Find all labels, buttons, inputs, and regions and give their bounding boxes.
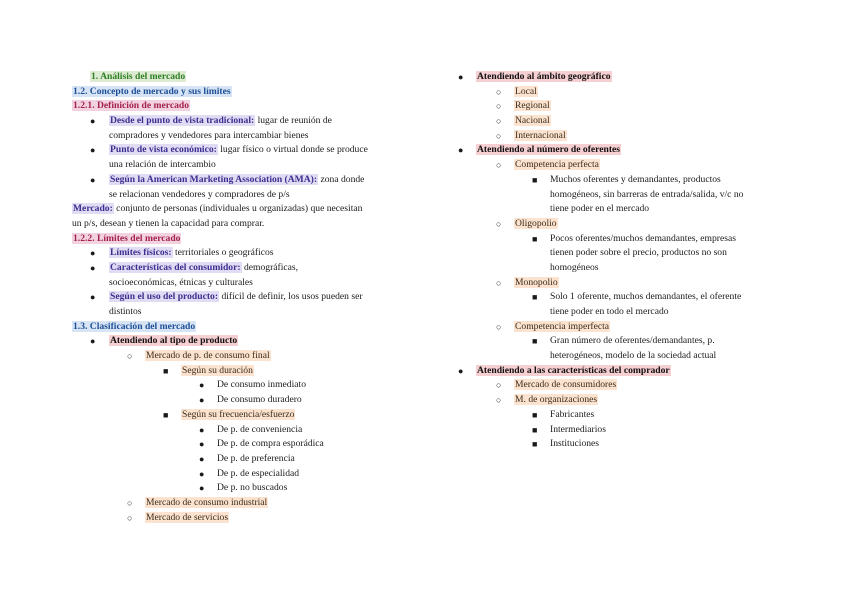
bullet-circle-icon: ○ bbox=[496, 395, 502, 406]
bullet-circle-icon: ○ bbox=[127, 512, 133, 523]
bullet-square-icon: ■ bbox=[532, 233, 538, 244]
bullet-disc-icon: ● bbox=[90, 248, 96, 259]
bullet-circle-icon: ○ bbox=[496, 101, 502, 112]
list-item: ○ Nacional bbox=[458, 114, 788, 129]
list-item: ○ Mercado de consumidores bbox=[458, 378, 788, 393]
bullet-disc-icon: ● bbox=[199, 483, 205, 494]
bullet-disc-icon: ● bbox=[90, 292, 96, 303]
list-item: ● Punto de vista económico: lugar físico o virtual donde se produce bbox=[72, 143, 417, 158]
list-item: ● De consumo inmediato bbox=[72, 378, 417, 393]
list-item: ○ Oligopolio bbox=[458, 217, 788, 232]
list-item: ● De p. de conveniencia bbox=[72, 423, 417, 438]
bullet-circle-icon: ○ bbox=[496, 160, 502, 171]
bullet-circle-icon: ○ bbox=[496, 321, 502, 332]
list-item-cont: homogéneos, sin barreras de entrada/salida, v/c no bbox=[550, 188, 744, 200]
right-column bbox=[458, 70, 788, 452]
bullet-disc-icon: ● bbox=[458, 72, 464, 82]
bullet-circle-icon: ○ bbox=[127, 351, 133, 362]
section-heading: 1. Análisis del mercado bbox=[91, 71, 186, 82]
list-item: ○ Competencia imperfecta bbox=[458, 320, 788, 335]
bullet-disc-icon: ● bbox=[199, 424, 205, 435]
bullet-square-icon: ■ bbox=[532, 439, 538, 450]
list-item: ○ M. de organizaciones bbox=[458, 393, 788, 408]
bullet-circle-icon: ○ bbox=[127, 497, 133, 508]
paragraph-cont: un p/s, desean y tienen la capacidad para comprar. bbox=[72, 217, 265, 229]
list-item: ○ Mercado de p. de consumo final bbox=[72, 349, 417, 364]
bullet-circle-icon: ○ bbox=[496, 86, 502, 97]
bullet-square-icon: ■ bbox=[532, 174, 538, 185]
list-item: ■ Intermediarios bbox=[458, 423, 788, 438]
bullet-disc-icon: ● bbox=[199, 468, 205, 479]
bullet-disc-icon: ● bbox=[90, 145, 96, 156]
list-item: ■ Fabricantes bbox=[458, 408, 788, 423]
list-item: ● De p. no buscados bbox=[72, 481, 417, 496]
list-item: ● Desde el punto de vista tradicional: lugar de reunión de bbox=[72, 114, 417, 129]
bullet-disc-icon: ● bbox=[458, 145, 464, 156]
bullet-square-icon: ■ bbox=[532, 292, 538, 303]
bullet-square-icon: ■ bbox=[532, 336, 538, 347]
paragraph: Mercado: conjunto de personas (individuales u organizadas) que necesitan bbox=[73, 203, 363, 215]
subsubsection-heading: 1.2.1. Definición de mercado bbox=[73, 100, 190, 112]
bullet-disc-icon: ● bbox=[199, 439, 205, 450]
list-item: ● De p. de compra esporádica bbox=[72, 437, 417, 452]
list-item: ■ Según su frecuencia/esfuerzo bbox=[72, 408, 417, 423]
criterion-item: ● Atendiendo al ámbito geográfico bbox=[458, 70, 788, 85]
subsection-heading: 1.2. Concepto de mercado y sus límites bbox=[73, 85, 231, 97]
list-item-cont: homogéneos bbox=[550, 261, 599, 273]
bullet-disc-icon: ● bbox=[199, 395, 205, 406]
bullet-disc-icon: ● bbox=[90, 116, 96, 127]
list-item: ○ Mercado de servicios bbox=[72, 511, 417, 526]
bullet-circle-icon: ○ bbox=[496, 116, 502, 127]
list-item: ● Según el uso del producto: difícil de definir, los usos pueden ser bbox=[72, 290, 417, 305]
list-item-cont: compradores y vendedores para intercambiar bienes bbox=[109, 129, 309, 141]
list-item: ■ Gran número de oferentes/demandantes, p. bbox=[458, 334, 788, 349]
list-item-cont: tienen poder sobre el precio, productos no son bbox=[550, 247, 727, 259]
bullet-circle-icon: ○ bbox=[496, 130, 502, 141]
bullet-circle-icon: ○ bbox=[496, 218, 502, 229]
left-column bbox=[72, 70, 417, 525]
list-item: ■ Según su duración bbox=[72, 364, 417, 379]
bullet-disc-icon: ● bbox=[90, 174, 96, 185]
list-item-cont: tiene poder en el mercado bbox=[550, 203, 650, 215]
bullet-disc-icon: ● bbox=[199, 453, 205, 464]
bullet-square-icon: ■ bbox=[163, 409, 169, 420]
criterion-item: ● Atendiendo al tipo de producto bbox=[72, 334, 417, 349]
list-item: ■ Instituciones bbox=[458, 437, 788, 452]
list-item: ● Características del consumidor: demográficas, bbox=[72, 261, 417, 276]
bullet-disc-icon: ● bbox=[90, 262, 96, 273]
list-item: ○ Internacional bbox=[458, 129, 788, 144]
list-item: ○ Regional bbox=[458, 99, 788, 114]
bullet-disc-icon: ● bbox=[90, 336, 96, 347]
list-item: ■ Solo 1 oferente, muchos demandantes, el oferente bbox=[458, 290, 788, 305]
bullet-square-icon: ■ bbox=[163, 365, 169, 376]
list-item: ■ Muchos oferentes y demandantes, productos bbox=[458, 173, 788, 188]
list-item: ○ Competencia perfecta bbox=[458, 158, 788, 173]
list-item: ● Límites físicos: territoriales o geográficos bbox=[72, 246, 417, 261]
bullet-circle-icon: ○ bbox=[496, 380, 502, 391]
bullet-square-icon: ■ bbox=[532, 424, 538, 435]
list-item-cont: tiene poder en todo el mercado bbox=[550, 306, 669, 317]
bullet-disc-icon: ● bbox=[458, 365, 464, 376]
criterion-item: ● Atendiendo a las características del comprador bbox=[458, 364, 788, 379]
list-item: ○ Mercado de consumo industrial bbox=[72, 496, 417, 511]
subsubsection-heading: 1.2.2. Límites del mercado bbox=[73, 232, 181, 244]
list-item-cont: distintos bbox=[109, 306, 142, 317]
list-item: ■ Pocos oferentes/muchos demandantes, empresas bbox=[458, 232, 788, 247]
list-item: ● De p. de preferencia bbox=[72, 452, 417, 467]
list-item-cont: socioeconómicas, étnicas y culturales bbox=[109, 276, 253, 288]
list-item-cont: se relacionan vendedores y compradores de p/s bbox=[109, 188, 290, 200]
list-item: ○ Monopolio bbox=[458, 276, 788, 291]
list-item: ● De p. de especialidad bbox=[72, 467, 417, 482]
bullet-disc-icon: ● bbox=[199, 380, 205, 391]
list-item-cont: heterogéneos, modelo de la sociedad actual bbox=[550, 350, 717, 362]
bullet-square-icon: ■ bbox=[532, 409, 538, 420]
list-item: ○ Local bbox=[458, 85, 788, 100]
list-item: ● De consumo duradero bbox=[72, 393, 417, 408]
bullet-circle-icon: ○ bbox=[496, 277, 502, 288]
criterion-item: ● Atendiendo al número de oferentes bbox=[458, 143, 788, 158]
subsection-heading: 1.3. Clasificación del mercado bbox=[73, 320, 196, 332]
list-item-cont: una relación de intercambio bbox=[109, 159, 216, 171]
list-item: ● Según la American Marketing Association (AMA): zona donde bbox=[72, 173, 417, 188]
